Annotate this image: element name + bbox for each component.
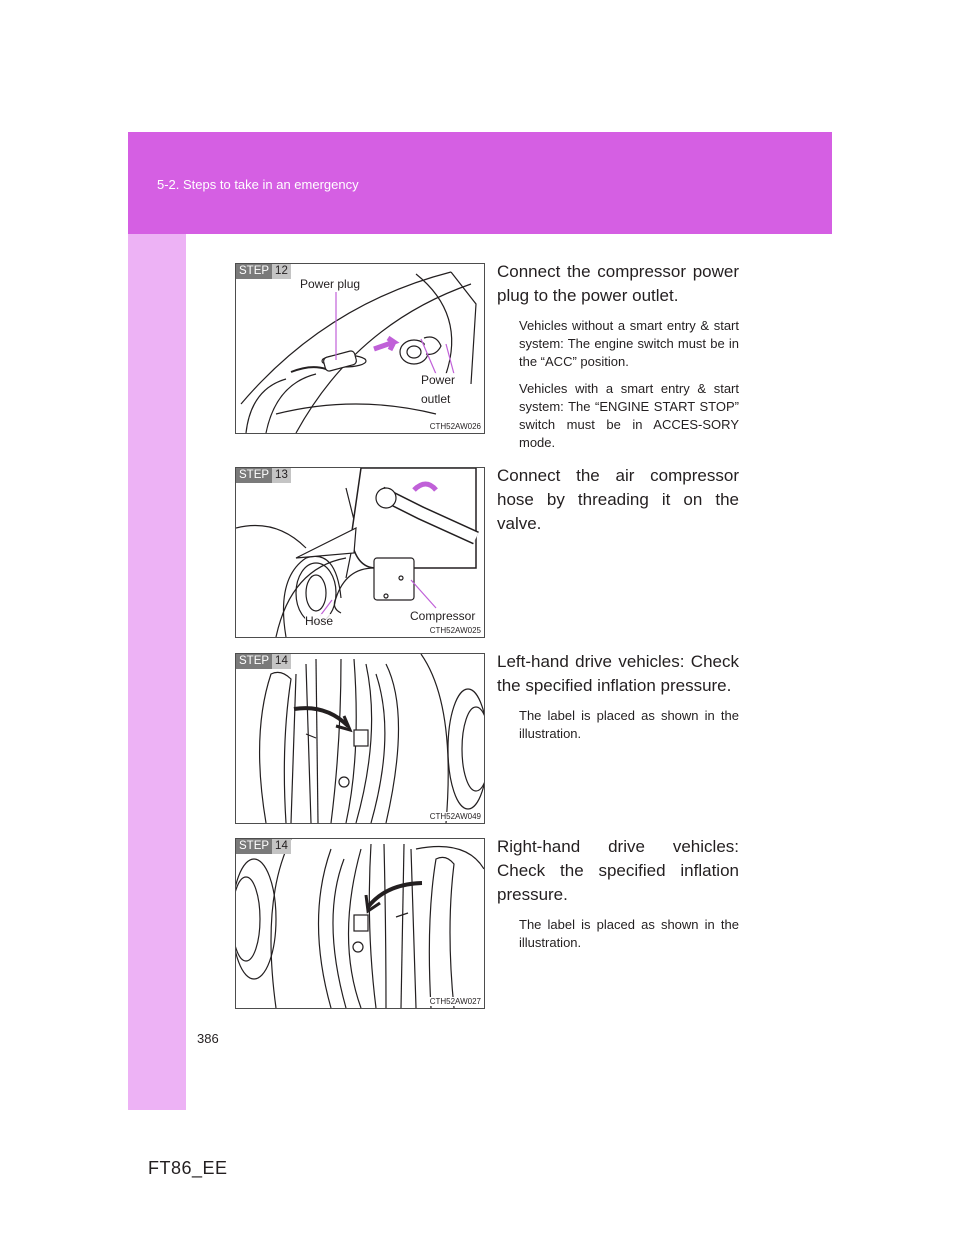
step-12-note-2: Vehicles with a smart entry & start system: The “ENGINE START STOP” switch must be in ACCES-SORY mode. — [519, 381, 739, 450]
figure-step-14-lhd — [235, 653, 485, 824]
figure-step-14-rhd — [235, 838, 485, 1009]
step-label: STEP — [236, 654, 272, 669]
callout-power-outlet-line2: outlet — [421, 392, 451, 406]
step-number: 13 — [272, 468, 291, 483]
step-12-text — [497, 260, 739, 452]
step-14-rhd-text — [497, 835, 739, 952]
step-label: STEP — [236, 264, 272, 279]
figure-code: CTH52AW049 — [429, 812, 481, 821]
side-strip — [128, 234, 186, 1110]
step-number: 14 — [272, 654, 291, 669]
step-12-instruction: Connect the compressor power plug to the power outlet. — [497, 262, 739, 305]
step-badge — [236, 264, 291, 279]
step-14-lhd-instruction: Left-hand drive vehicles: Check the specified inflation pressure. — [497, 652, 739, 695]
step-badge — [236, 839, 291, 854]
step-badge — [236, 468, 291, 483]
rhd-label-location-illustration — [236, 839, 484, 1008]
step-14-rhd-instruction: Right-hand drive vehicles: Check the specified inflation pressure. — [497, 837, 739, 904]
figure-step-12 — [235, 263, 485, 434]
step-number: 14 — [272, 839, 291, 854]
page-number: 386 — [197, 1031, 219, 1046]
section-title: 5-2. Steps to take in an emergency — [157, 177, 359, 192]
step-14-lhd-text — [497, 650, 739, 743]
callout-compressor: Compressor — [410, 609, 476, 623]
figure-code: CTH52AW025 — [429, 626, 481, 635]
step-label: STEP — [236, 468, 272, 483]
step-12-note-1: Vehicles without a smart entry & start system: The engine switch must be in the “ACC” position. — [519, 318, 739, 369]
step-badge — [236, 654, 291, 669]
step-14-lhd-note: The label is placed as shown in the illustration. — [519, 708, 739, 741]
figure-step-13 — [235, 467, 485, 638]
step-13-text — [497, 464, 739, 536]
callout-hose: Hose — [305, 614, 334, 628]
figure-code: CTH52AW027 — [429, 997, 481, 1006]
figure-code: CTH52AW026 — [429, 422, 481, 431]
footer-code: FT86_EE — [148, 1158, 228, 1178]
step-14-rhd-note: The label is placed as shown in the illustration. — [519, 917, 739, 950]
step-number: 12 — [272, 264, 291, 279]
lhd-label-location-illustration — [236, 654, 484, 823]
callout-power-plug: Power plug — [300, 277, 361, 291]
callout-power-outlet-line1: Power — [421, 373, 456, 387]
step-label: STEP — [236, 839, 272, 854]
step-13-instruction: Connect the air compressor hose by threading it on the valve. — [497, 466, 739, 533]
